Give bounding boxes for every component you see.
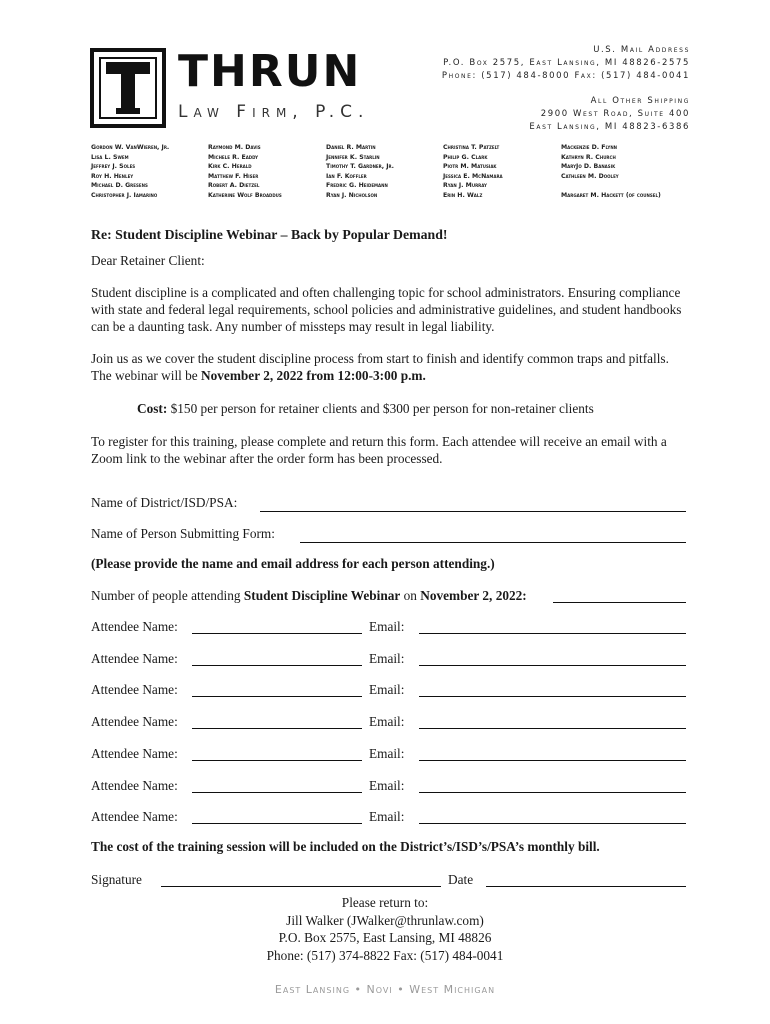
attorney-column-1	[91, 143, 169, 201]
attendee-email-field[interactable]	[419, 823, 686, 824]
attendee-name-field[interactable]	[192, 665, 362, 666]
attendee-email-label: Email:	[369, 651, 405, 666]
mail-heading: U.S. Mail Address	[593, 45, 690, 55]
attendee-email-field[interactable]	[419, 633, 686, 634]
firm-subtitle: Law Firm, P.C.	[178, 102, 370, 122]
attendee-email-label: Email:	[369, 714, 405, 729]
attorney-name: Kathryn R. Church	[561, 153, 616, 161]
address-block	[442, 44, 690, 134]
count-text: Number of people attending	[91, 588, 244, 603]
attendee-email-label: Email:	[369, 809, 405, 824]
attorney-name: Michele R. Eaddy	[208, 153, 259, 161]
mail-line2: Phone: (517) 484-8000 Fax: (517) 484-0041	[441, 71, 690, 81]
attorney-name: Jennifer K. Starlin	[326, 153, 380, 161]
attendee-email-field[interactable]	[419, 696, 686, 697]
attorney-name: Christina T. Patzelt	[443, 144, 500, 151]
attendee-count-label	[91, 587, 527, 604]
attorney-name: Gordon W. VanWieren, Jr.	[91, 144, 170, 151]
signature-label: Signature	[91, 872, 142, 887]
submitter-label: Name of Person Submitting Form:	[91, 526, 275, 541]
cost-line	[137, 400, 697, 417]
return-info	[0, 894, 770, 964]
submitter-field[interactable]	[300, 542, 686, 543]
webinar-datetime: November 2, 2022 from 12:00-3:00 p.m.	[201, 368, 426, 383]
count-text: on	[400, 588, 421, 603]
attorney-column-5	[561, 143, 661, 201]
cost-label: Cost:	[137, 401, 168, 416]
attorney-name: Jeffrey J. Soles	[91, 163, 136, 171]
count-date: November 2, 2022:	[420, 588, 527, 603]
attorney-name: Philip G. Clark	[443, 153, 488, 161]
attorney-name: Jessica E. McNamara	[443, 172, 503, 180]
attendee-email-label: Email:	[369, 778, 405, 793]
attorney-name: Matthew F. Hiser	[208, 172, 259, 180]
ship-heading: All Other Shipping	[590, 96, 690, 106]
attendee-email-field[interactable]	[419, 792, 686, 793]
attorney-name: Katherine Wolf Broaddus	[208, 191, 282, 199]
attorney-name: Daniel R. Martin	[326, 144, 376, 151]
attorney-name: Ryan J. Murray	[443, 182, 487, 190]
attendee-email-field[interactable]	[419, 665, 686, 666]
attorney-name: Lisa L. Swem	[91, 153, 129, 161]
date-field[interactable]	[486, 886, 686, 887]
attendee-name-label: Attendee Name:	[91, 619, 178, 634]
paragraph-registration: To register for this training, please complete and return this form. Each attendee will receive an email with a Zoom link to the webinar after the order form has been processed.	[91, 434, 667, 466]
attendee-email-label: Email:	[369, 619, 405, 634]
attendee-name-field[interactable]	[192, 728, 362, 729]
paragraph-intro: Student discipline is a complicated and often challenging topic for school administrators. Ensuring compliance with state and federal legal requirements, school policies and administrative guidelines, and student handbooks can be a daunting task. Any number of missteps may result in legal liability.	[91, 285, 682, 334]
paragraph-webinar-date	[91, 350, 686, 384]
return-line: Please return to:	[341, 895, 429, 910]
attendee-name-field[interactable]	[192, 823, 362, 824]
cost-text: $150 per person for retainer clients and $300 per person for non-retainer clients	[167, 401, 594, 416]
attorney-name: Piotr M. Matusiak	[443, 163, 497, 171]
return-phone: Phone: (517) 374-8822 Fax: (517) 484-0041	[266, 947, 504, 963]
return-address: P.O. Box 2575, East Lansing, MI 48826	[278, 930, 492, 945]
attendee-name-label: Attendee Name:	[91, 746, 178, 761]
attendee-name-field[interactable]	[192, 696, 362, 697]
paragraph-text: Join us as we cover the student discipline process from start to finish and identify common traps and pitfalls. The webinar will be	[91, 351, 669, 383]
attorney-name: Raymond M. Davis	[208, 144, 261, 151]
attendee-email-label: Email:	[369, 746, 405, 761]
attorney-column-4	[443, 143, 503, 201]
attorney-name: MaryJo D. Banasik	[561, 163, 616, 171]
attorney-name: Robert A. Dietzel	[208, 182, 260, 190]
attendee-notice: (Please provide the name and email address for each person attending.)	[91, 556, 495, 571]
attorney-name: Michael D. Gresens	[91, 182, 148, 190]
district-field[interactable]	[260, 511, 686, 512]
attorney-column-3	[326, 143, 394, 201]
return-contact: Jill Walker (JWalker@thrunlaw.com)	[286, 912, 484, 928]
attendee-email-field[interactable]	[419, 728, 686, 729]
attendee-email-field[interactable]	[419, 760, 686, 761]
attendee-name-label: Attendee Name:	[91, 809, 178, 824]
attendee-name-label: Attendee Name:	[91, 714, 178, 729]
attendee-name-field[interactable]	[192, 633, 362, 634]
date-label: Date	[448, 872, 474, 887]
attendee-name-label: Attendee Name:	[91, 778, 178, 793]
bill-notice: The cost of the training session will be included on the District’s/ISD’s/PSA’s monthly bill.	[91, 839, 600, 854]
ship-line1: 2900 West Road, Suite 400	[540, 109, 690, 119]
attendee-name-field[interactable]	[192, 760, 362, 761]
attorney-name: Fredric G. Heidemann	[326, 182, 388, 190]
ship-line2: East Lansing, MI 48823-6386	[529, 122, 690, 132]
attendee-email-label: Email:	[369, 682, 405, 697]
attorney-column-2	[208, 143, 282, 201]
attendee-name-label: Attendee Name:	[91, 682, 178, 697]
attorney-name	[561, 181, 661, 191]
t-monogram-icon	[106, 62, 150, 114]
salutation: Dear Retainer Client:	[91, 253, 205, 268]
signature-field[interactable]	[161, 886, 441, 887]
attorney-name: Timothy T. Gardner, Jr.	[326, 163, 394, 171]
footer-locations: East Lansing • Novi • West Michigan	[274, 983, 496, 996]
attorney-name: Christopher J. Iamarino	[91, 191, 158, 199]
attorney-name: Margaret M. Hackett (of counsel)	[561, 191, 661, 199]
attendee-name-label: Attendee Name:	[91, 651, 178, 666]
attorney-name: Mackenzie D. Flynn	[561, 144, 618, 151]
district-label: Name of District/ISD/PSA:	[91, 495, 238, 510]
attendee-name-field[interactable]	[192, 792, 362, 793]
firm-name: THRUN	[178, 46, 362, 97]
attorney-name: Ian F. Koffler	[326, 172, 367, 180]
attorney-name: Cathleen M. Dooley	[561, 172, 619, 180]
mail-line1: P.O. Box 2575, East Lansing, MI 48826-2575	[443, 58, 690, 68]
firm-logo	[90, 48, 166, 128]
letter-heading: Re: Student Discipline Webinar – Back by Popular Demand!	[91, 227, 448, 242]
attorney-name: Kirk C. Herald	[208, 163, 252, 171]
count-webinar: Student Discipline Webinar	[243, 588, 401, 603]
attendee-count-field[interactable]	[553, 602, 686, 603]
attorney-name: Roy H. Henley	[91, 172, 134, 180]
attorney-name: Erin H. Walz	[443, 191, 483, 199]
attorney-name: Ryan J. Nicholson	[326, 191, 378, 199]
